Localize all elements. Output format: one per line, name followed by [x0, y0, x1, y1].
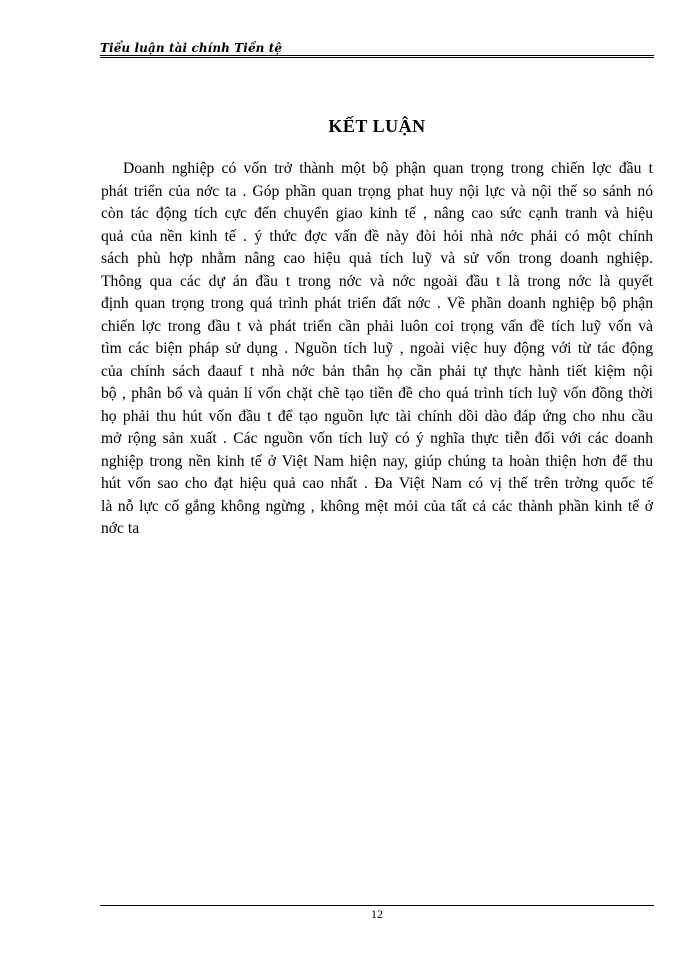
body-line: Doanh nghiệp có vốn trở thành một bộ phận quan trọng trong chiến lợc đầu t: [123, 160, 653, 177]
body-line: họ phải thu hút vốn đầu t để tạo nguồn lực tài chính dồi dào đáp ứng cho nhu cầu: [101, 407, 653, 425]
body-line: tìm các biện pháp sử dụng . Nguồn tích luỹ , ngoài việc huy động với từ tác động: [101, 340, 653, 357]
body-line: định quan trọng trong quá trình phát triển đất nớc . Về phần doanh nghiệp bộ phận: [101, 295, 653, 312]
body-line: bộ , phân bổ và quản lí vốn chặt chẽ tạo tiền đề cho quá trình tích luỹ vốn đồng thời: [101, 385, 653, 402]
body-line: Thông qua các dự án đầu t trong nớc và nớc ngoài đầu t là trong nớc là quyết: [101, 272, 653, 290]
body-line: phát triển của nớc ta . Góp phần quan trọng phat huy nội lực và nội thế so sánh nó: [101, 182, 653, 200]
body-line: sách phù hợp nhằm nâng cao hiệu quả tích luỹ và sử vốn trong doanh nghiệp.: [101, 250, 653, 267]
body-line: nớc ta: [101, 520, 140, 537]
body-line: còn tác động tích cực đến chuyển giao kinh tế , nâng cao sức cạnh tranh và hiệu: [101, 205, 653, 222]
running-header: Tiểu luận tài chính Tiền tệ: [100, 41, 283, 55]
page-number: 12: [371, 907, 383, 921]
body-line: của chính sách đaauf t nhà nớc bản thân họ cần phải tự thực hành tiết kiệm nội: [101, 362, 653, 380]
page-title: KẾT LUẬN: [328, 116, 426, 136]
body-line: quả của nền kinh tế . ý thức đợc vấn đề này đòi hỏi nhà nớc phải có một chính: [101, 227, 653, 245]
body-line: nghiệp trong nền kinh tế ở Việt Nam hiện nay, giúp chúng ta hoàn thiện hơn để thu: [101, 452, 653, 470]
body-line: chiến lợc trong đầu t và phát triển cần phải luôn coi trọng vấn đề tích luỹ vốn và: [101, 317, 653, 335]
body-paragraph: [101, 158, 653, 541]
body-line: là nỗ lực cố gắng không ngừng , không mệt mỏi của tất cả các thành phần kinh tế ở: [101, 497, 653, 515]
body-line: mở rộng sản xuất . Các nguồn vốn tích luỹ có ý nghĩa thực tiễn đối với các doanh: [101, 430, 653, 447]
body-line: hút vốn sao cho đạt hiệu quả cao nhất . Đa Việt Nam có vị thế trên trờng quốc tế: [101, 475, 653, 492]
header-rule: [100, 55, 654, 58]
footer-rule: [100, 905, 654, 906]
